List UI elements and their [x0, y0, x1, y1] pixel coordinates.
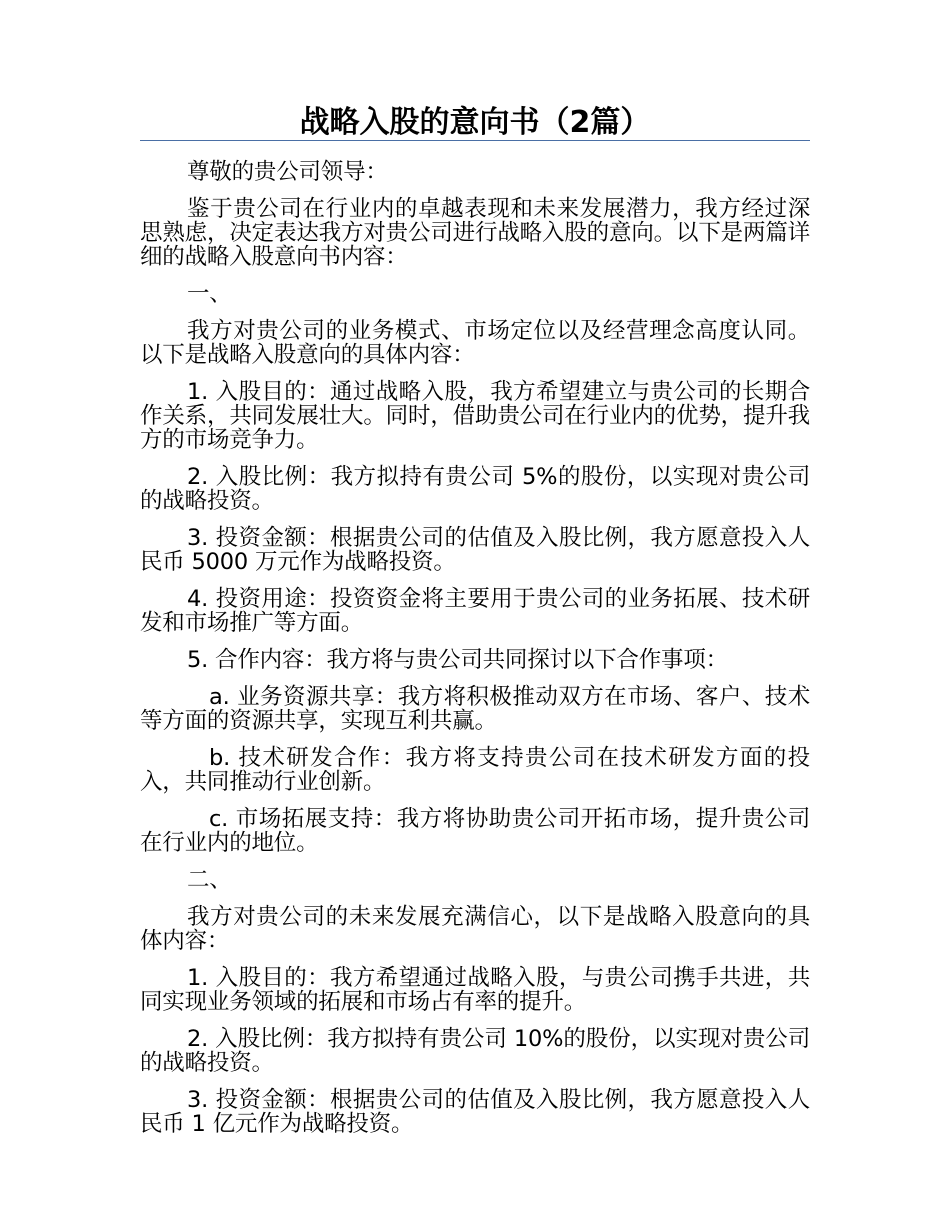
paragraph: 鉴于贵公司在行业内的卓越表现和未来发展潜力，我方经过深思熟虑，决定表达我方对贵公司进行战略入股的意向。以下是两篇详细的战略入股意向书内容： [140, 196, 810, 270]
document-title: 战略入股的意向书（2篇） [299, 105, 651, 140]
paragraph: 二、 [187, 867, 232, 893]
paragraph: 1. 入股目的：通过战略入股，我方希望建立与贵公司的长期合作关系，共同发展壮大。同时，借助贵公司在行业内的优势，提升我方的市场竞争力。 [140, 379, 810, 453]
paragraph: 一、 [187, 281, 232, 307]
paragraph: 3. 投资金额：根据贵公司的估值及入股比例，我方愿意投入人民币 1 亿元作为战略投资。 [140, 1087, 810, 1137]
paragraph: 3. 投资金额：根据贵公司的估值及入股比例，我方愿意投入人民币 5000 万元作为战略投资。 [140, 525, 810, 575]
paragraph: b. 技术研发合作：我方将支持贵公司在技术研发方面的投入，共同推动行业创新。 [140, 745, 810, 795]
paragraph: 尊敬的贵公司领导： [187, 159, 388, 185]
paragraph: 1. 入股目的：我方希望通过战略入股，与贵公司携手共进，共同实现业务领域的拓展和市场占有率的提升。 [140, 965, 810, 1015]
paragraph: a. 业务资源共享：我方将积极推动双方在市场、客户、技术等方面的资源共享，实现互利共赢。 [140, 684, 810, 734]
paragraph: 5. 合作内容：我方将与贵公司共同探讨以下合作事项： [187, 647, 728, 673]
paragraph: 4. 投资用途：投资资金将主要用于贵公司的业务拓展、技术研发和市场推广等方面。 [140, 586, 810, 636]
paragraph: 2. 入股比例：我方拟持有贵公司 10%的股份，以实现对贵公司的战略投资。 [140, 1026, 810, 1076]
paragraph: 我方对贵公司的业务模式、市场定位以及经营理念高度认同。以下是战略入股意向的具体内容： [140, 318, 810, 368]
paragraph: 2. 入股比例：我方拟持有贵公司 5%的股份，以实现对贵公司的战略投资。 [140, 464, 810, 514]
document-body [140, 160, 810, 1149]
paragraph: 我方对贵公司的未来发展充满信心，以下是战略入股意向的具体内容： [140, 904, 810, 954]
title-underline [140, 140, 810, 141]
paragraph: c. 市场拓展支持：我方将协助贵公司开拓市场，提升贵公司在行业内的地位。 [140, 806, 810, 856]
